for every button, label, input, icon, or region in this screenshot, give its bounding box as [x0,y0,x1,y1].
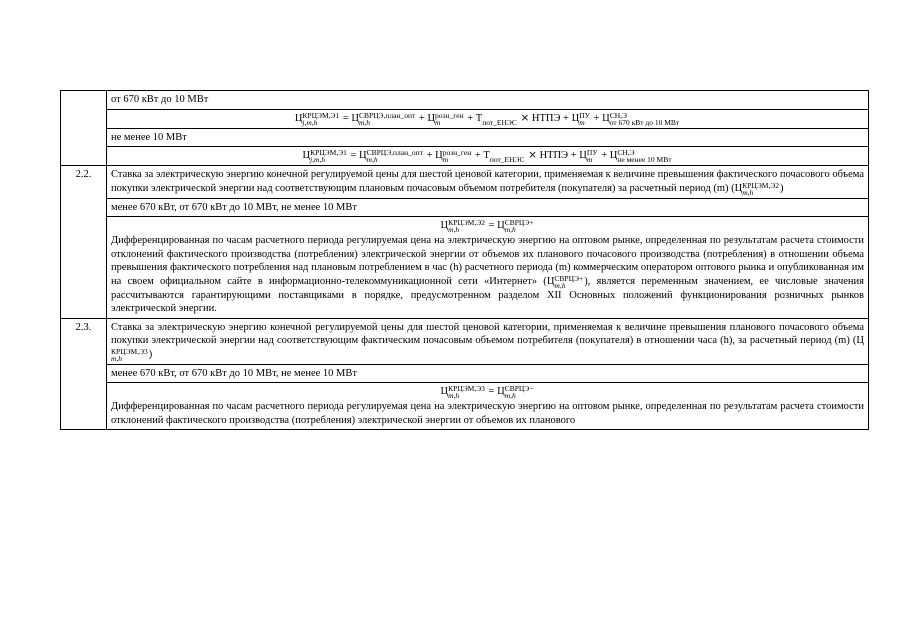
range-label: от 670 кВт до 10 МВт [107,91,869,110]
price-formula: Ц КРЦЭМ,Э1 j,m,h = Ц СВРЦЭ,план_опт m,h + Ц розн_ген m + Т пот_ЕНЭС × НТПЭ + Ц ПУ m + Ц СН,Э от 670 кВт до 10 МВт [107,109,869,128]
tariff-table [60,90,869,430]
table-row [61,217,869,319]
row-number: 2.2. [61,166,107,319]
table-row [61,109,869,128]
table-row [61,147,869,166]
row-number: 2.3. [61,318,107,430]
table-row [61,166,869,199]
range-label: менее 670 кВт, от 670 кВт до 10 МВт, не менее 10 МВт [107,364,869,383]
table-row [61,198,869,217]
table-row [61,383,869,430]
table-row [61,318,869,364]
rate-description: Ставка за электрическую энергию конечной регулируемой цены для шестой ценовой категории, применяемая к величине превышения фактического почасового объема покупки электрической энергии над соответствующим плановым почасовым объемом потребителя (покупателя) за расчетный период (m) (Ц КРЦЭМ,Э2 m,h ) [107,166,869,199]
row-number-empty [61,91,107,166]
table-row [61,91,869,110]
table-row [61,364,869,383]
rate-definition: Ц КРЦЭМ,Э2 m,h = Ц СВРЦЭ+ m,h Дифференцированная по часам расчетного периода регулируемая цена на электрическую энергию на оптовом рынке, определенная по результатам расчета стоимости отклонений фактического производства (потребления) электрической энергии от объемов их планового почасового производства (потребления) в отношении объема превышения фактического потребления над плановым потреблением в час (h) расчетного периода (m) коммерческим оператором оптового рынка и опубликованная им на своем официальном сайте в информационно-телекоммуникационной сети «Интернет» (Ц СВРЦЭ+ m,h ), является переменным значением, ее числовые значения рассчитываются гарантирующими поставщиками в порядке, предусмотренном разделом XII Основных положений функционирования розничных рынков электрической энергии. [107,217,869,319]
table-row [61,128,869,147]
price-formula: Ц КРЦЭМ,Э1 j,m,h = Ц СВРЦЭ,план_опт m,h + Ц розн_ген m + Т пот_ЕНЭС × НТПЭ + Ц ПУ m + Ц СН,Э не менее 10 МВт [107,147,869,166]
rate-definition: Ц КРЦЭМ,Э3 m,h = Ц СВРЦЭ− m,h Дифференцированная по часам расчетного периода регулируемая цена на электрическую энергию на оптовом рынке, определенная по результатам расчета стоимости отклонений фактического производства (потребления) электрической энергии от объемов их планового [107,383,869,430]
range-label: не менее 10 МВт [107,128,869,147]
range-label: менее 670 кВт, от 670 кВт до 10 МВт, не менее 10 МВт [107,198,869,217]
price-formula: Ц КРЦЭМ,Э3 m,h = Ц СВРЦЭ− m,h [440,384,534,400]
price-formula: Ц КРЦЭМ,Э2 m,h = Ц СВРЦЭ+ m,h [440,218,534,234]
rate-description: Ставка за электрическую энергию конечной регулируемой цены для шестой ценовой категории, применяемая к величине превышения планового почасового объема покупки электрической энергии над соответствующим фактическим почасовым объемом потребителя (покупателя) в отношении часа (h), за расчетный период (m) (Ц КРЦЭМ,Э3 m,h ) [107,318,869,364]
